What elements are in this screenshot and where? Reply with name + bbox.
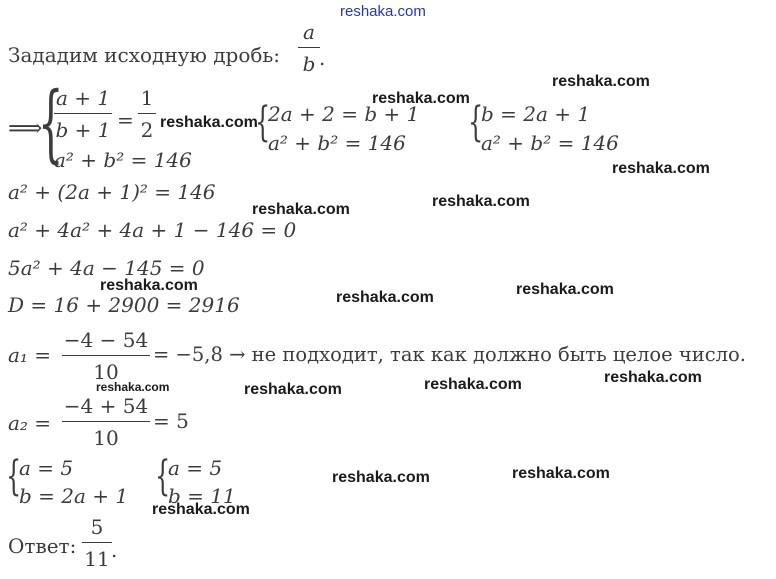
half-numerator: 1 [140,86,154,110]
fraction-bar [54,113,112,114]
system3-line2: a² + b² = 146 [481,131,619,155]
watermark: reshaka.com [100,277,198,294]
fraction-bar [62,355,150,356]
watermark: reshaka.com [372,90,470,107]
system3-line1: b = 2a + 1 [481,102,591,126]
system4-line2: b = 2a + 1 [19,484,129,508]
system1-fraction-numerator: a + 1 [55,86,111,110]
fraction-bar [138,113,156,114]
intro-text: Зададим исходную дробь: [8,43,281,67]
root1-numerator: −4 − 54 [63,328,149,352]
watermark: reshaka.com [332,469,430,486]
answer-fraction [82,515,112,573]
watermark: reshaka.com [516,281,614,298]
system-brace: { [6,452,22,501]
root1-label: a₁ = [8,343,52,367]
equation-1: a² + (2a + 1)² = 146 [8,180,216,204]
system2-line2: a² + b² = 146 [268,131,406,155]
watermark: reshaka.com [604,369,702,386]
watermark: reshaka.com [96,380,170,394]
discriminant: D = 16 + 2900 = 2916 [8,293,240,317]
system1-equals: = [117,108,134,132]
root2-fraction [62,394,150,452]
system-brace: { [155,452,171,501]
implies-arrow: ⟹ [8,114,43,142]
watermark: reshaka.com [612,160,710,177]
system-brace: { [468,98,484,147]
system-brace: { [255,98,271,147]
fraction-bar [298,47,320,48]
system1-half [138,86,156,144]
system5-line2: b = 11 [168,484,236,508]
watermark: reshaka.com [160,114,258,131]
fraction-bar [62,421,150,422]
answer-period: . [111,538,118,562]
equation-3: 5a² + 4a − 145 = 0 [8,256,205,280]
answer-denominator: 11 [84,547,110,571]
watermark: reshaka.com [244,381,342,398]
half-denominator: 2 [140,118,154,142]
root2-result: = 5 [153,409,189,433]
intro-fraction-numerator: a [303,20,315,44]
answer-numerator: 5 [90,515,104,539]
root1-fraction [62,328,150,386]
root1-denominator: 10 [93,360,119,384]
fraction-bar [82,542,112,543]
intro-period: . [319,46,326,70]
system5-line1: a = 5 [168,456,223,480]
system4-line1: a = 5 [19,456,74,480]
answer-label: Ответ: [8,534,77,558]
watermark: reshaka.com [424,376,522,393]
watermark: reshaka.com [552,73,650,90]
system1-line2: a² + b² = 146 [54,148,192,172]
watermark: reshaka.com [336,289,434,306]
watermark: reshaka.com [152,501,250,518]
system2-line1: 2a + 2 = b + 1 [268,102,420,126]
root2-denominator: 10 [93,426,119,450]
intro-fraction [298,20,320,78]
watermark: reshaka.com [340,3,426,20]
root2-label: a₂ = [8,411,52,435]
watermark: reshaka.com [252,201,350,218]
system1-fraction [54,86,112,144]
system-brace: { [38,75,64,173]
root1-conclusion: = −5,8 → не подходит, так как должно быть целое число. [153,343,746,366]
system1-fraction-denominator: b + 1 [55,118,111,142]
watermark: reshaka.com [432,193,530,210]
root2-numerator: −4 + 54 [63,394,149,418]
watermark: reshaka.com [512,465,610,482]
equation-2: a² + 4a² + 4a + 1 − 146 = 0 [8,218,297,242]
intro-fraction-denominator: b [302,52,316,76]
